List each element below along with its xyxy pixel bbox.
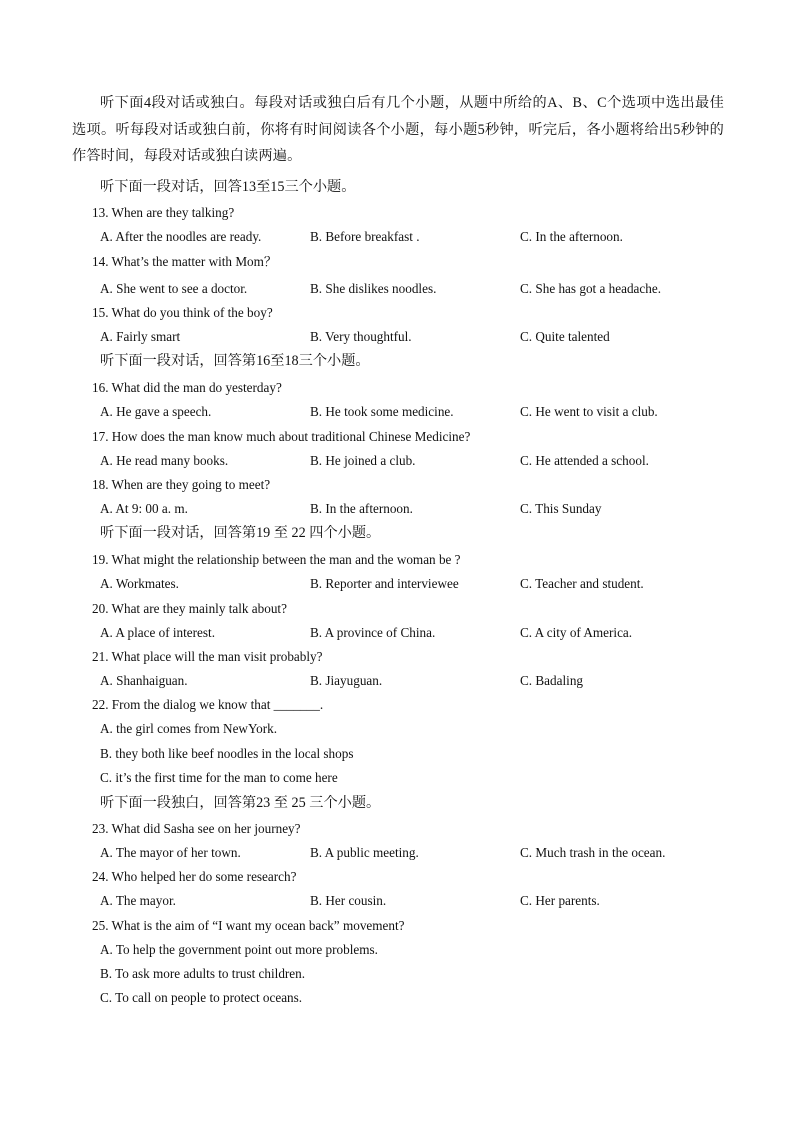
question-stem: 17. How does the man know much about traditional Chinese Medicine? [92,429,471,444]
options-row [100,672,720,690]
option-a: A. He read many books. [100,453,229,468]
question-stem: 14. What’s the matter with Mom？ [92,254,278,269]
section-heading: 听下面一段对话，回答13至15三个小题。 [100,179,356,195]
option-c: C. Teacher and student. [520,576,644,591]
option-a: A. The mayor. [100,893,176,908]
option-a: A. Shanhaiguan. [100,673,188,688]
options-row [100,228,720,246]
options-row [100,624,720,642]
question-stem: 13. When are they talking? [92,205,235,220]
section-heading: 听下面一段对话，回答第19 至 22 四个小题。 [100,525,381,541]
question-stem: 22. From the dialog we know that _______. [92,697,324,712]
question-stem: 20. What are they mainly talk about? [92,601,287,616]
option-b: B. they both like beef noodles in the local shops [100,746,354,761]
question-stem: 24. Who helped her do some research? [92,869,297,884]
options-row [100,328,720,346]
option-a: A. A place of interest. [100,625,215,640]
option-b: B. He took some medicine. [310,404,454,419]
options-row [100,844,720,862]
options-row [100,403,720,421]
question-stem: 25. What is the aim of “I want my ocean back” movement? [92,918,405,933]
option-c: C. Quite talented [520,329,610,344]
options-row [100,892,720,910]
option-b: B. Reporter and interviewee [310,576,459,591]
option-c: C. In the afternoon. [520,229,623,244]
option-b: B. A province of China. [310,625,436,640]
question-stem: 15. What do you think of the boy? [92,305,273,320]
option-c: C. Badaling [520,673,584,688]
option-b: B. Before breakfast . [310,229,420,244]
options-row [100,575,720,593]
section-heading: 听下面一段对话，回答第16至18三个小题。 [100,353,370,369]
option-b: B. To ask more adults to trust children. [100,966,306,981]
option-c: C. A city of America. [520,625,633,640]
option-a: A. He gave a speech. [100,404,212,419]
option-a: A. She went to see a doctor. [100,281,248,296]
option-a: A. Fairly smart [100,329,181,344]
option-c: C. Much trash in the ocean. [520,845,666,860]
option-a: A. the girl comes from NewYork. [100,721,278,736]
option-c: C. He attended a school. [520,453,649,468]
option-b: B. A public meeting. [310,845,419,860]
option-b: B. Jiayuguan. [310,673,383,688]
option-b: B. He joined a club. [310,453,416,468]
option-c: C. Her parents. [520,893,600,908]
section-heading: 听下面一段独白，回答第23 至 25 三个小题。 [100,795,381,811]
options-row [100,500,720,518]
option-a: A. Workmates. [100,576,179,591]
option-a: A. At 9: 00 a. m. [100,501,188,516]
option-b: B. In the afternoon. [310,501,413,516]
listening-instructions: 听下面4段对话或独白。每段对话或独白后有几个小题，从题中所给的A、B、C个选项中选出最佳选项。听每段对话或独白前，你将有时间阅读各个小题，每小题5秒钟，听完后，各小题将给出5秒钟的作答时间，每段对话或独白读两遍。 [72,95,724,164]
option-a: A. After the noodles are ready. [100,229,262,244]
question-stem: 19. What might the relationship between the man and the woman be ? [92,552,461,567]
option-c: C. it’s the first time for the man to come here [100,770,338,785]
option-b: B. She dislikes noodles. [310,281,437,296]
option-b: B. Her cousin. [310,893,387,908]
option-c: C. This Sunday [520,501,602,516]
options-row [100,280,720,298]
question-stem: 23. What did Sasha see on her journey? [92,821,301,836]
option-c: C. She has got a headache. [520,281,661,296]
option-b: B. Very thoughtful. [310,329,412,344]
question-stem: 16. What did the man do yesterday? [92,380,282,395]
question-stem: 18. When are they going to meet? [92,477,271,492]
option-c: C. He went to visit a club. [520,404,658,419]
question-stem: 21. What place will the man visit probably? [92,649,323,664]
options-row [100,452,720,470]
option-a: A. To help the government point out more problems. [100,942,378,957]
option-a: A. The mayor of her town. [100,845,241,860]
option-c: C. To call on people to protect oceans. [100,990,303,1005]
